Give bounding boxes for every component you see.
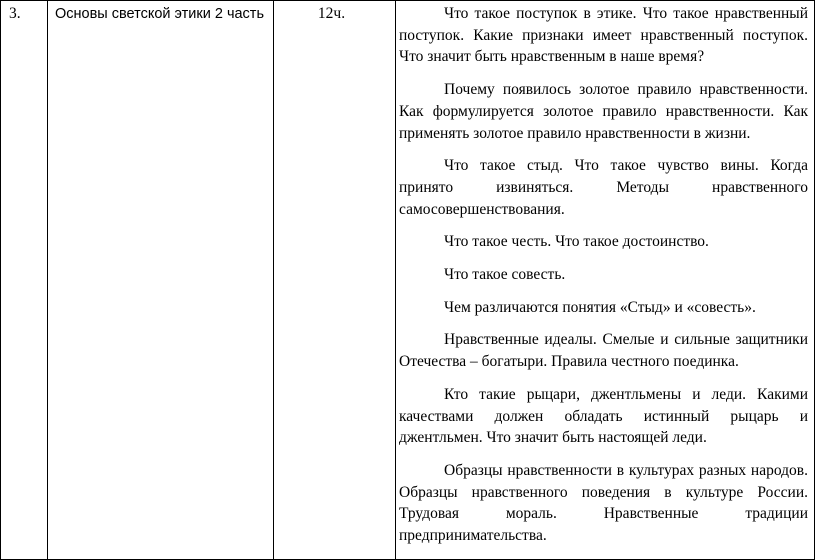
hours-value: 12ч. bbox=[317, 5, 346, 22]
row-number: 3. bbox=[9, 5, 21, 22]
content-paragraph: Что такое честь. Что такое достоинство. bbox=[444, 233, 709, 251]
content-cell bbox=[396, 1, 815, 560]
content-paragraphs bbox=[396, 1, 814, 547]
topic-title-cell bbox=[48, 1, 274, 560]
content-paragraph: Что такое поступок в этике. Что такое нравственный поступок. Какие признаки имеет нравственный поступок. Что значит быть нравственным в наше время? bbox=[399, 5, 808, 66]
content-paragraph: Образцы нравственности в культурах разных народов. Образцы нравственного поведения в культуре России. Трудовая мораль. Нравственные традиции предпринимательства. bbox=[399, 461, 808, 545]
row-number-cell bbox=[1, 1, 48, 560]
content-paragraph: Чем различаются понятия «Стыд» и «совесть». bbox=[444, 298, 756, 316]
content-paragraph: Что такое совесть. bbox=[444, 266, 566, 284]
table-row bbox=[1, 1, 815, 560]
content-paragraph: Кто такие рыцари, джентльмены и леди. Какими качествами должен обладать истинный рыцарь и джентльмен. Что значит быть настоящей леди. bbox=[399, 385, 808, 447]
content-paragraph: Что такое стыд. Что такое чувство вины. Когда принято извиняться. Методы нравственного самосовершенствования. bbox=[399, 157, 808, 218]
topic-title: Основы светской этики 2 часть bbox=[55, 6, 265, 22]
hours-cell bbox=[274, 1, 396, 560]
content-paragraph: Почему появилось золотое правило нравственности. Как формулируется золотое правило нравственности. Как применять золотое правило нравственности в жизни. bbox=[399, 81, 808, 142]
content-paragraph: Нравственные идеалы. Смелые и сильные защитники Отечества – богатыри. Правила честного поединка. bbox=[399, 331, 808, 371]
